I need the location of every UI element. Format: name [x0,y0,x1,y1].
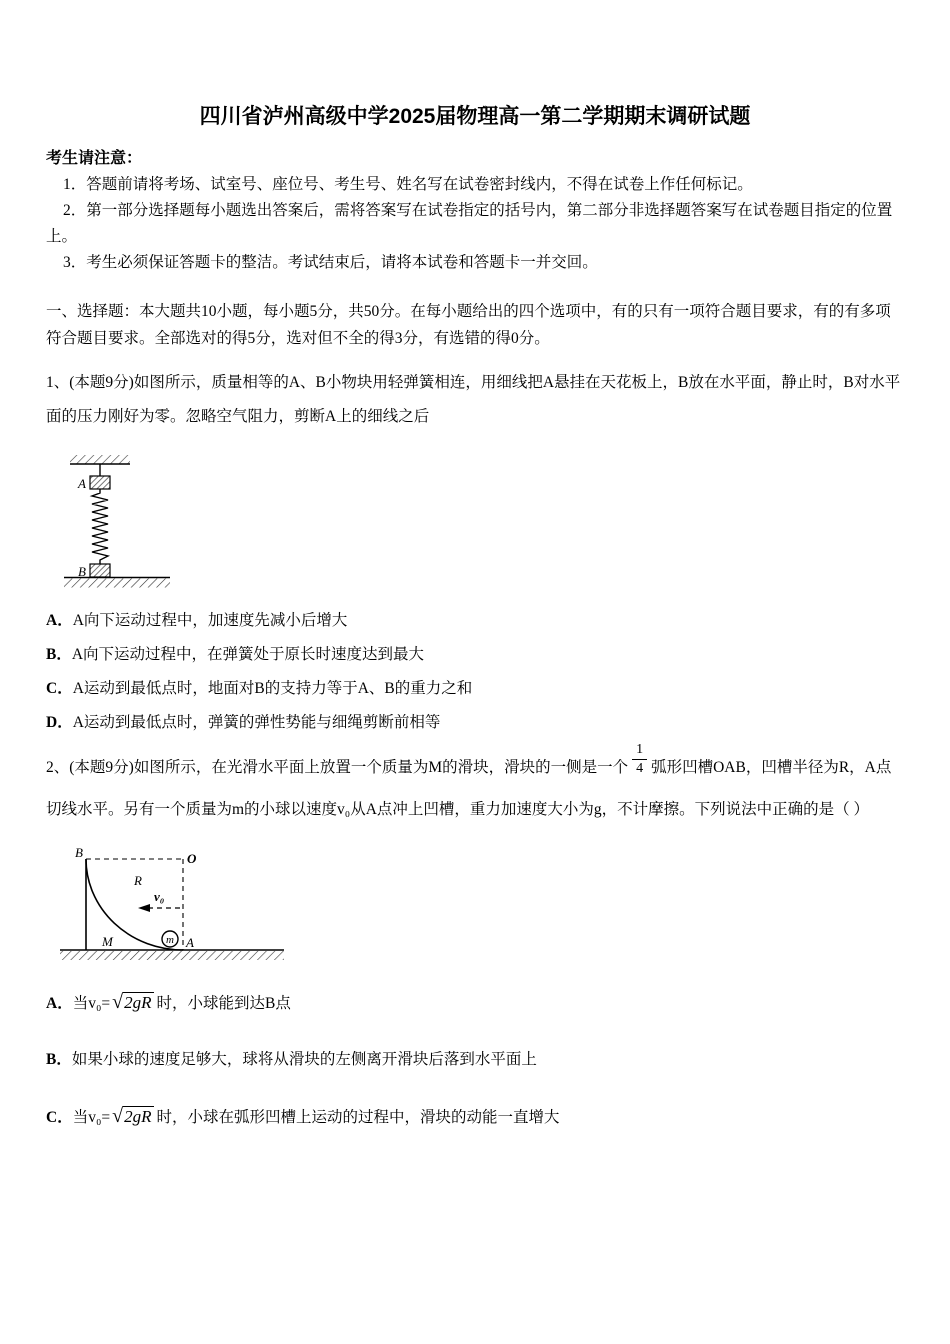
ball-mass-label: m [166,934,174,946]
radius-label: R [134,873,142,888]
question-1 [46,366,904,733]
notice-header: 考生请注意： [46,150,143,167]
velocity-arrowhead [138,904,150,912]
velocity-label: v₀ [154,889,165,904]
q2-stem-pre: 2、(本题9分)如图所示，在光滑水平面上放置一个质量为M的滑块，滑块的一侧是一个 [46,759,629,776]
option-letter: C． [46,1109,73,1126]
option-text: A运动到最低点时，地面对B的支持力等于A、B的重力之和 [72,680,473,697]
point-o-label: O [187,851,197,866]
block-a [90,476,110,489]
option-letter: B． [46,646,72,663]
fraction-denominator: 4 [636,760,644,776]
radical-sign: √ [112,991,124,1013]
block-a-label: A [78,476,86,491]
option-letter: A． [46,612,73,629]
question-2-figure [58,845,904,971]
block-mass-label: M [102,934,113,949]
option-letter: C． [46,680,73,697]
option-text-post: 时，小球能到达B点 [156,995,291,1012]
question-2 [46,741,904,1133]
section1-intro: 一、选择题：本大题共10小题，每小题5分，共50分。在每小题给出的四个选项中，有的只有一项符合题目要求，有的有多项符合题目要求。全部选对的得5分，选对但不全的得3分，有选错的得0分。 [46,303,891,347]
q2-option-a [46,987,904,1019]
radical-sign: √ [112,1105,124,1127]
exam-title: 四川省泸州高级中学2025届物理高一第二学期期末调研试题 [199,105,751,128]
question-1-figure [58,448,904,594]
spring-blocks-diagram [58,448,180,594]
block-b-label: B [78,564,86,579]
option-text: A运动到最低点时，弹簧的弹性势能与细绳剪断前相等 [72,714,441,731]
question-1-stem: 1、(本题9分)如图所示，质量相等的A、B小物块用轻弹簧相连，用细线把A悬挂在天花板上，B放在水平面，静止时，B对水平面的压力刚好为零。忽略空气阻力，剪断A上的细线之后 [46,374,901,425]
q1-option-c [46,678,904,699]
q1-option-d [46,712,904,733]
radicand: 2gR [123,992,154,1012]
notice-item-2: 2．第一部分选择题每小题选出答案后，需将答案写在试卷指定的括号内，第二部分非选择题答案写在试卷题目指定的位置上。 [46,202,893,245]
point-b-label: B [75,845,83,860]
point-a-label: A [186,935,194,950]
option-letter: B． [46,1051,72,1068]
sqrt-expression [112,991,154,1013]
spring-coil [92,489,108,564]
question-2-options [46,987,904,1133]
option-letter: A． [46,995,73,1012]
question-1-options [46,610,904,733]
option-text-post: 时，小球在弧形凹槽上运动的过程中，滑块的动能一直增大 [156,1109,560,1126]
option-text: 如果小球的速度足够大，球将从滑块的左侧离开滑块后落到水平面上 [71,1051,537,1068]
ceiling-hatch [70,455,130,464]
ground-hatch [60,951,284,960]
fraction-one-quarter [632,742,647,777]
q1-option-a [46,610,904,631]
q2-option-b [46,1045,904,1075]
notice-section [46,146,904,276]
question-2-stem [46,741,904,831]
option-text-pre: 当v₀= [72,995,111,1012]
option-text-pre: 当v₀= [72,1109,111,1126]
notice-item-3: 3．考生必须保证答题卡的整洁。考试结束后，请将本试卷和答题卡一并交回。 [63,254,598,271]
q1-option-b [46,644,904,665]
fraction-numerator: 1 [632,742,647,760]
block-b [90,564,110,577]
slider-groove-diagram [58,845,290,971]
option-text: A向下运动过程中，加速度先减小后增大 [72,612,348,629]
option-letter: D． [46,714,73,731]
q2-option-c [46,1101,904,1133]
notice-item-1: 1．答题前请将考场、试室号、座位号、考生号、姓名写在试卷密封线内，不得在试卷上作任何标记。 [63,176,753,193]
radicand: 2gR [123,1106,154,1126]
q2-stem-post: 弧形凹槽OAB，凹槽半径为R，A点切线水平。另有一个质量为m的小球以速度v₀从A点冲上凹槽，重力加速度大小为g，不计摩擦。下列说法中正确的是（ ） [46,759,892,818]
ground-hatch [64,579,170,588]
sqrt-expression [112,1105,154,1127]
option-text: A向下运动过程中，在弹簧处于原长时速度达到最大 [71,646,425,663]
